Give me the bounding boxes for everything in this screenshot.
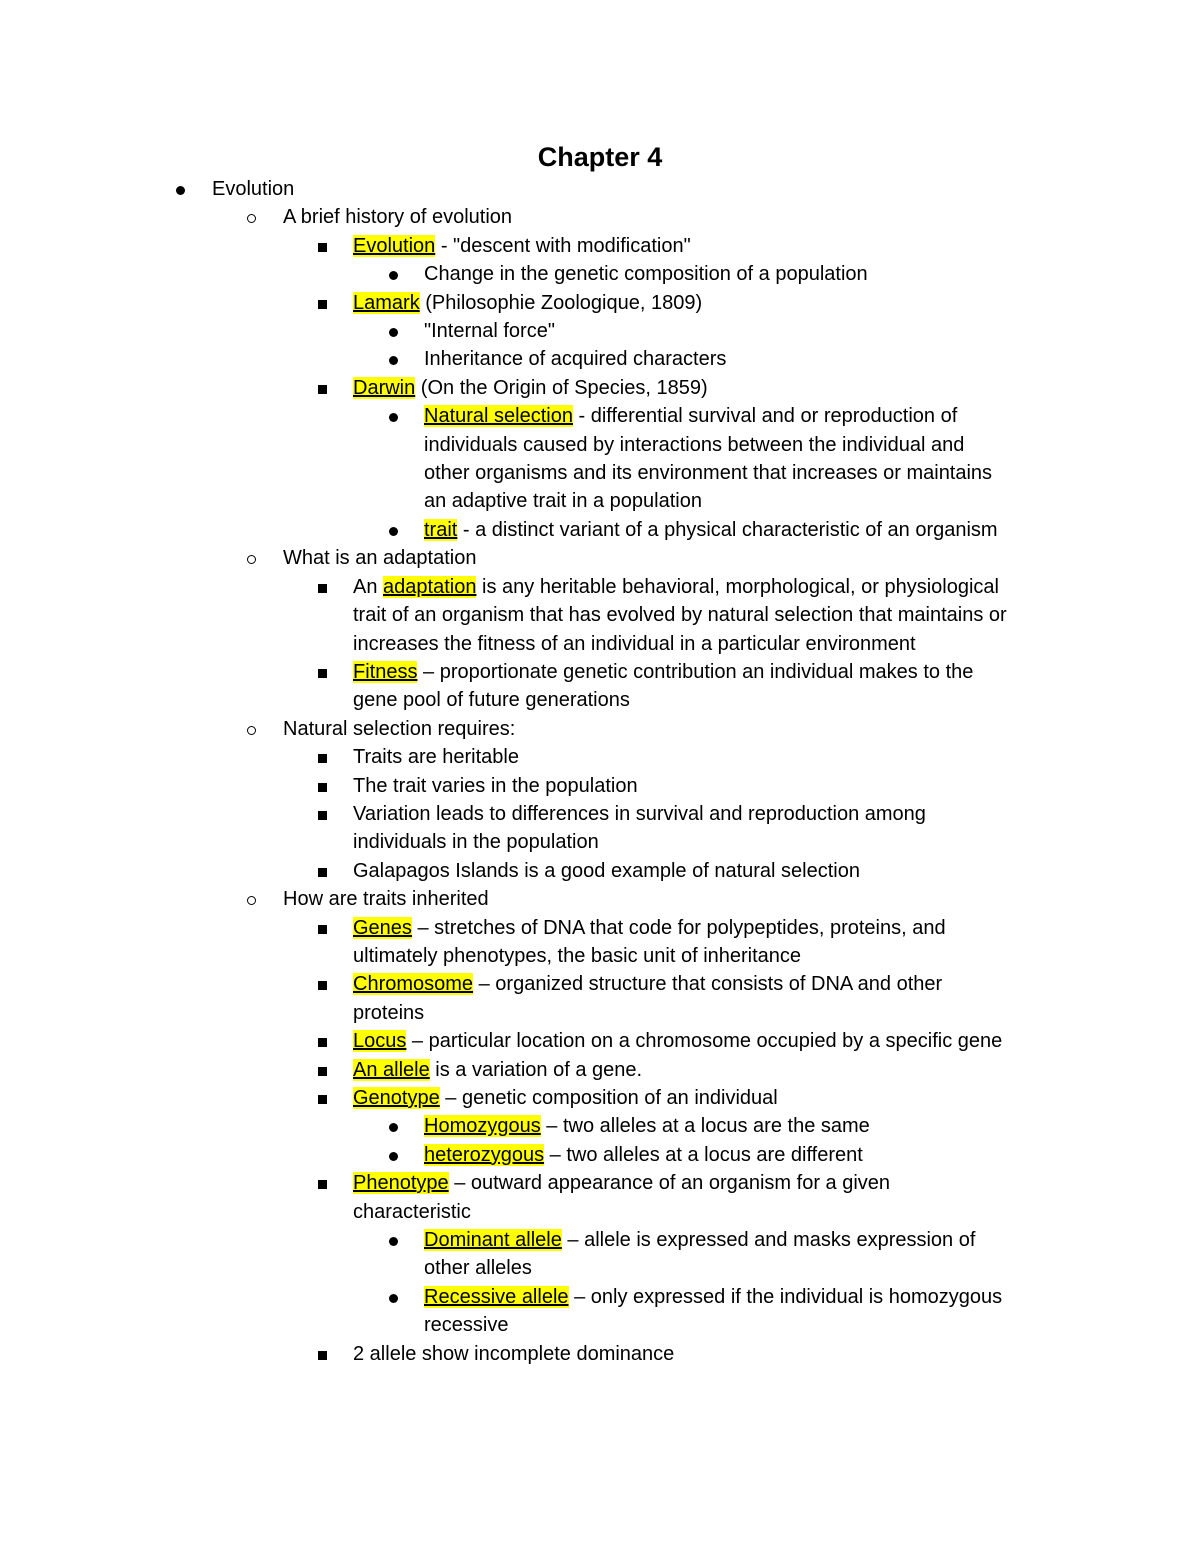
list-item [0, 175, 1200, 203]
list-item-text: – two alleles at a locus are the same [540, 1115, 870, 1138]
bullet-marker [318, 289, 348, 317]
list-item-text: – two alleles at a locus are different [544, 1143, 863, 1166]
list-item-text: characteristic [353, 1200, 471, 1223]
filled-bullet-icon [389, 413, 398, 422]
list-item [0, 800, 1200, 828]
list-item-continuation [0, 942, 1200, 970]
list-item-continuation [0, 601, 1200, 629]
list-item-text: other organisms and its environment that increases or maintains [424, 462, 993, 485]
list-item-text: - "descent with modification" [435, 234, 691, 257]
hollow-circle-bullet-icon [247, 726, 256, 735]
list-item-continuation [0, 431, 1200, 459]
bullet-marker [389, 516, 419, 544]
list-item [0, 232, 1200, 260]
bullet-marker [247, 715, 277, 743]
list-item-text: Natural selection requires: [283, 717, 516, 740]
list-item-continuation [0, 630, 1200, 658]
highlighted-term: Phenotype [353, 1172, 449, 1195]
list-item-text: – organized structure that consists of DNA and other [473, 973, 943, 996]
square-bullet-icon [318, 1095, 327, 1104]
list-item [0, 1084, 1200, 1112]
list-item-text: Variation leads to differences in survival and reproduction among [353, 802, 926, 825]
list-item [0, 402, 1200, 430]
highlighted-term: Homozygous [424, 1115, 541, 1138]
bullet-marker [318, 857, 348, 885]
filled-bullet-icon [389, 328, 398, 337]
bullet-marker [247, 885, 277, 913]
highlighted-term: adaptation [383, 575, 477, 598]
square-bullet-icon [318, 754, 327, 763]
bullet-marker [389, 317, 419, 345]
bullet-marker [318, 1056, 348, 1084]
list-item [0, 1056, 1200, 1084]
list-item-continuation [0, 1198, 1200, 1226]
list-item [0, 1141, 1200, 1169]
hollow-circle-bullet-icon [247, 555, 256, 564]
bullet-marker [318, 658, 348, 686]
list-item-text: increases the fitness of an individual in a particular environment [353, 632, 916, 655]
list-item [0, 1283, 1200, 1311]
list-item-text: gene pool of future generations [353, 689, 630, 712]
list-item [0, 1340, 1200, 1368]
list-item [0, 1027, 1200, 1055]
list-item-continuation [0, 828, 1200, 856]
bullet-marker [318, 800, 348, 828]
filled-bullet-icon [389, 527, 398, 536]
bullet-marker [318, 1169, 348, 1197]
list-item-text: is a variation of a gene. [429, 1058, 643, 1081]
list-item-text: trait of an organism that has evolved by natural selection that maintains or [353, 604, 1007, 627]
list-item-text: recessive [424, 1314, 509, 1337]
list-item [0, 715, 1200, 743]
list-item [0, 289, 1200, 317]
list-item [0, 970, 1200, 998]
list-item-text: (On the Origin of Species, 1859) [415, 376, 708, 399]
list-item-continuation [0, 1254, 1200, 1282]
highlighted-term: Fitness [353, 660, 418, 683]
hollow-circle-bullet-icon [247, 896, 256, 905]
list-item-continuation [0, 999, 1200, 1027]
list-item-text: 2 allele show incomplete dominance [353, 1342, 675, 1365]
bullet-marker [389, 402, 419, 430]
list-item-text: – only expressed if the individual is homozygous [568, 1285, 1003, 1308]
square-bullet-icon [318, 1038, 327, 1047]
square-bullet-icon [318, 868, 327, 877]
bullet-marker [318, 374, 348, 402]
list-item [0, 573, 1200, 601]
list-item-continuation [0, 686, 1200, 714]
list-item [0, 1226, 1200, 1254]
hollow-circle-bullet-icon [247, 214, 256, 223]
highlighted-term: Natural selection [424, 405, 573, 428]
bullet-marker [318, 970, 348, 998]
list-item-text: The trait varies in the population [353, 774, 638, 797]
highlighted-term: Darwin [353, 376, 416, 399]
list-item-text: proteins [353, 1001, 425, 1024]
bullet-marker [318, 573, 348, 601]
list-item-text: other alleles [424, 1257, 532, 1280]
square-bullet-icon [318, 1180, 327, 1189]
list-item [0, 1112, 1200, 1140]
highlighted-term: heterozygous [424, 1143, 545, 1166]
list-item-text: Evolution [212, 178, 295, 200]
bullet-marker [389, 1112, 419, 1140]
list-item [0, 772, 1200, 800]
square-bullet-icon [318, 1067, 327, 1076]
list-item-text: – proportionate genetic contribution an individual makes to the [417, 660, 974, 683]
bullet-marker [318, 1084, 348, 1112]
filled-bullet-icon [389, 1294, 398, 1303]
list-item-text: A brief history of evolution [283, 206, 513, 229]
square-bullet-icon [318, 925, 327, 934]
list-item-text: - a distinct variant of a physical characteristic of an organism [457, 518, 998, 541]
list-item-continuation [0, 1311, 1200, 1339]
list-item-continuation [0, 487, 1200, 515]
square-bullet-icon [318, 669, 327, 678]
list-item-text: Change in the genetic composition of a population [424, 263, 868, 286]
page-title: Chapter 4 [537, 142, 663, 172]
list-item [0, 203, 1200, 231]
filled-bullet-icon [176, 186, 185, 195]
list-item-text: individuals in the population [353, 831, 599, 854]
list-item-text: – particular location on a chromosome occupied by a specific gene [406, 1030, 1003, 1053]
bullet-marker [318, 1340, 348, 1368]
list-item-text: Galapagos Islands is a good example of natural selection [353, 859, 860, 882]
bullet-marker [389, 345, 419, 373]
filled-bullet-icon [389, 1237, 398, 1246]
list-item [0, 544, 1200, 572]
highlighted-term: Genotype [353, 1087, 440, 1109]
bullet-marker [318, 772, 348, 800]
list-item-text: – stretches of DNA that code for polypeptides, proteins, and [411, 916, 946, 939]
highlighted-term: Genes [353, 916, 412, 939]
highlighted-term: Chromosome [353, 973, 474, 996]
list-item-text: – outward appearance of an organism for a given [448, 1172, 891, 1195]
list-item [0, 317, 1200, 345]
bullet-marker [318, 914, 348, 942]
list-item [0, 516, 1200, 544]
square-bullet-icon [318, 243, 327, 252]
bullet-marker [389, 1226, 419, 1254]
bullet-marker [318, 743, 348, 771]
list-item-continuation [0, 459, 1200, 487]
square-bullet-icon [318, 783, 327, 792]
filled-bullet-icon [389, 271, 398, 280]
list-item [0, 1169, 1200, 1197]
list-item-text: "Internal force" [424, 320, 555, 343]
bullet-marker [318, 1027, 348, 1055]
highlighted-term: Lamark [353, 291, 420, 314]
list-item-text: Inheritance of acquired characters [424, 348, 727, 371]
list-item [0, 885, 1200, 913]
bullet-marker [247, 203, 277, 231]
highlighted-term: Locus [353, 1030, 407, 1053]
bullet-marker [176, 175, 206, 203]
bullet-marker [389, 260, 419, 288]
square-bullet-icon [318, 981, 327, 990]
list-item-text: What is an adaptation [283, 547, 477, 570]
bullet-marker [389, 1283, 419, 1311]
highlighted-term: Dominant allele [424, 1229, 562, 1252]
list-item-text: Traits are heritable [353, 746, 519, 769]
square-bullet-icon [318, 1351, 327, 1360]
list-item [0, 857, 1200, 885]
list-item-text: – genetic composition of an individual [439, 1087, 778, 1109]
filled-bullet-icon [389, 1152, 398, 1161]
bullet-marker [389, 1141, 419, 1169]
highlighted-term: Recessive allele [424, 1285, 569, 1308]
list-item [0, 914, 1200, 942]
square-bullet-icon [318, 584, 327, 593]
bullet-marker [318, 232, 348, 260]
square-bullet-icon [318, 300, 327, 309]
list-item-text: - differential survival and or reproduction of [572, 405, 958, 428]
square-bullet-icon [318, 385, 327, 394]
list-item-text: How are traits inherited [283, 888, 489, 911]
list-item [0, 743, 1200, 771]
list-item [0, 374, 1200, 402]
highlighted-term: An allele [353, 1058, 430, 1081]
list-item [0, 260, 1200, 288]
list-item-text: ultimately phenotypes, the basic unit of inheritance [353, 944, 802, 967]
list-item [0, 658, 1200, 686]
filled-bullet-icon [389, 356, 398, 365]
list-item [0, 345, 1200, 373]
list-item-text: individuals caused by interactions between the individual and [424, 433, 965, 456]
list-item-text: (Philosophie Zoologique, 1809) [419, 291, 703, 314]
list-item-prefix: An [353, 575, 384, 598]
list-item-text: an adaptive trait in a population [424, 490, 702, 513]
square-bullet-icon [318, 811, 327, 820]
highlighted-term: trait [424, 518, 458, 541]
highlighted-term: Evolution [353, 234, 436, 257]
bullet-marker [247, 544, 277, 572]
list-item-text: – allele is expressed and masks expression of [561, 1229, 976, 1252]
outline-list [0, 175, 1200, 1368]
filled-bullet-icon [389, 1123, 398, 1132]
list-item-text: is any heritable behavioral, morphological, or physiological [476, 575, 999, 598]
